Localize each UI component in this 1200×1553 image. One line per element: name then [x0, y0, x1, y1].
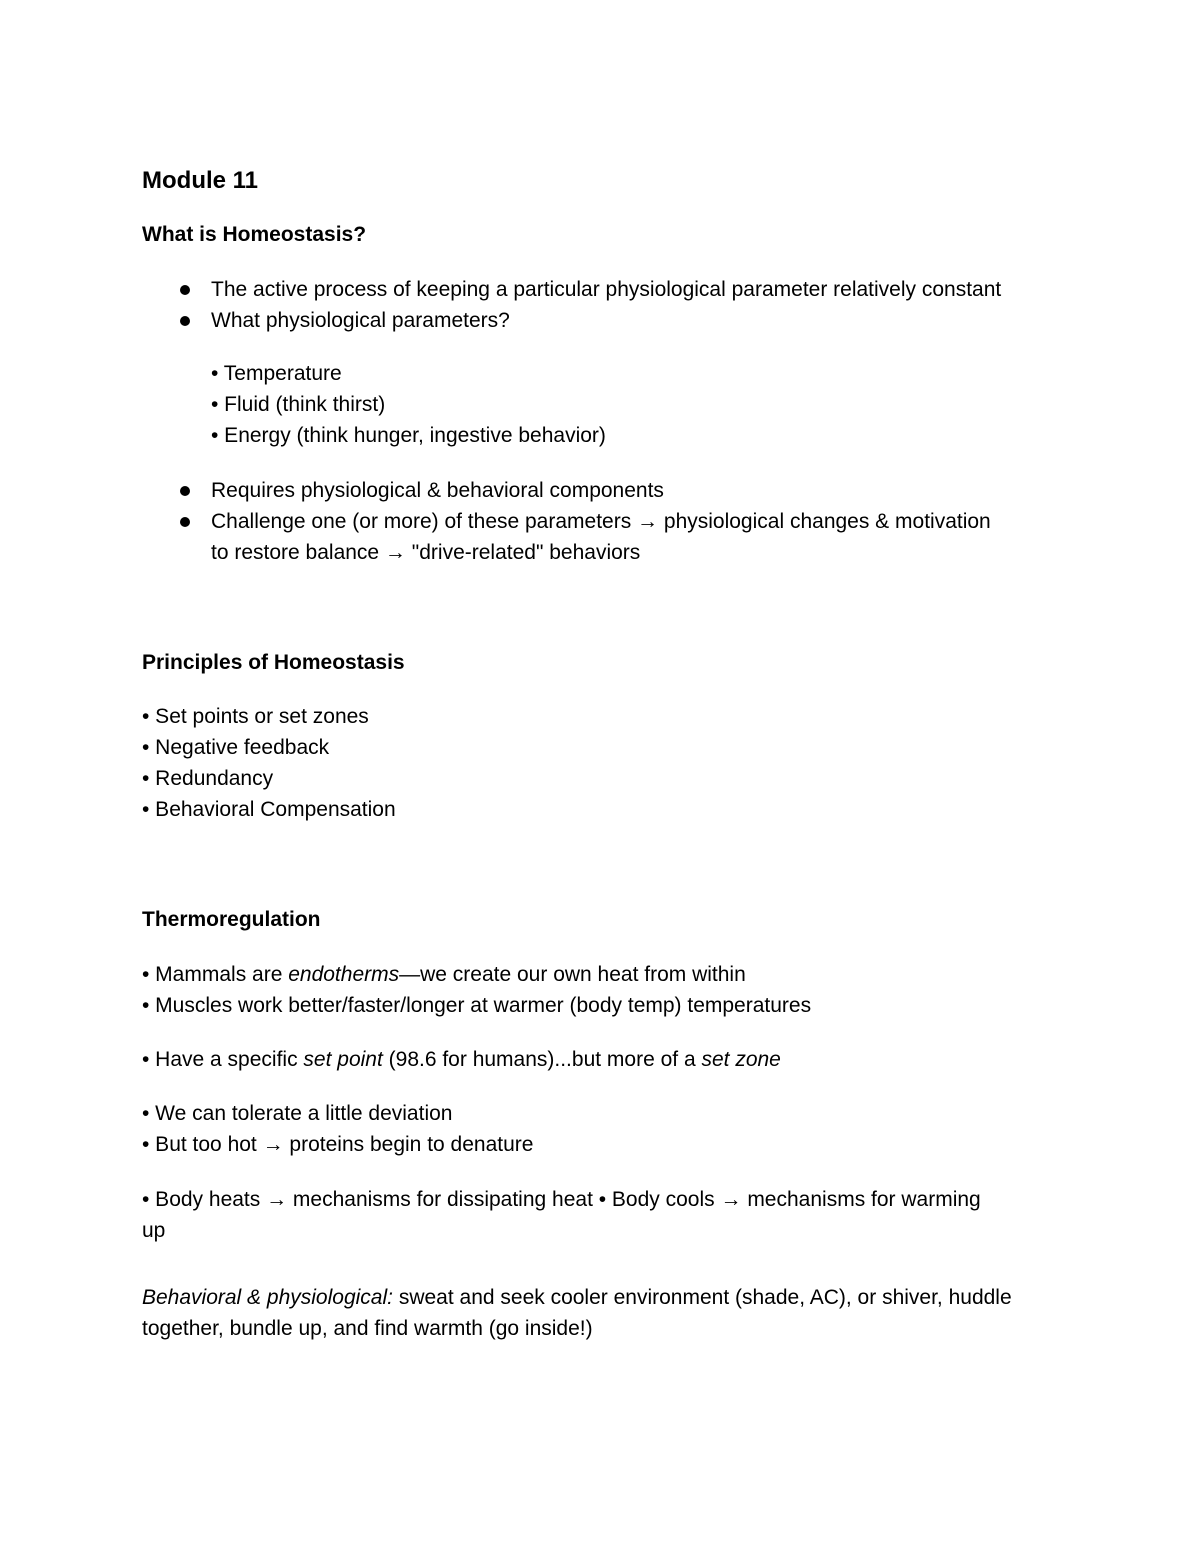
- thermo-line-muscles: • Muscles work better/faster/longer at warmer (body temp) temperatures: [142, 994, 812, 1017]
- thermo-line-too-hot: • But too hot → proteins begin to denature: [142, 1133, 534, 1156]
- heading-principles-of-homeostasis: Principles of Homeostasis: [142, 651, 405, 674]
- bullet-icon: [180, 316, 190, 326]
- text-run: • Have a specific: [142, 1048, 304, 1071]
- list-item: [142, 506, 1062, 568]
- homeostasis-bullet-list-2: [142, 475, 1062, 568]
- parameter-sub-list: [142, 358, 1062, 451]
- principles-list: [142, 701, 1062, 825]
- list-item: [142, 274, 1062, 305]
- list-item-text: The active process of keeping a particular physiological parameter relatively constant: [211, 278, 1002, 301]
- text-run: (98.6 for humans)...but more of a: [382, 1048, 702, 1071]
- thermo-line-body-heats: • Body heats → mechanisms for dissipating heat • Body cools → mechanisms for warming up: [142, 1188, 981, 1242]
- sub-item-temperature: • Temperature: [211, 362, 342, 385]
- list-item-text: Requires physiological & behavioral components: [211, 479, 664, 502]
- list-item: • Set points or set zones: [142, 705, 369, 728]
- text-run: • Mammals are: [142, 963, 289, 986]
- text-run: sweat and seek cooler environment (shade, AC), or shiver, huddle together, bundle up, and find warmth (go inside!): [142, 1286, 1012, 1340]
- emphasis-text: endotherms: [288, 963, 400, 986]
- heading-thermoregulation: Thermoregulation: [142, 908, 321, 931]
- emphasis-text: Behavioral & physiological:: [142, 1286, 393, 1309]
- emphasis-text: set zone: [701, 1048, 781, 1071]
- bullet-icon: [180, 486, 190, 496]
- bullet-icon: [180, 285, 190, 295]
- sub-item-fluid: • Fluid (think thirst): [211, 393, 386, 416]
- list-item-text: What physiological parameters?: [211, 309, 510, 332]
- homeostasis-bullet-list: [142, 274, 1062, 336]
- list-item: • Behavioral Compensation: [142, 798, 396, 821]
- thermo-line-set-point: [142, 1044, 1062, 1075]
- list-item: [142, 475, 1062, 506]
- emphasis-text: set point: [303, 1048, 383, 1071]
- list-item: • Negative feedback: [142, 736, 330, 759]
- page-title: Module 11: [142, 167, 259, 194]
- list-item: [142, 305, 1062, 336]
- list-item: • Redundancy: [142, 767, 274, 790]
- thermo-paragraph-behavioral: [142, 1282, 1062, 1344]
- thermo-line-endotherms: [142, 959, 1062, 990]
- list-item-text: Challenge one (or more) of these parameters → physiological changes & motivation to restore balance → "drive-related" behaviors: [211, 510, 991, 564]
- bullet-icon: [180, 517, 190, 527]
- text-run: —we create our own heat from within: [399, 963, 746, 986]
- document-page: [142, 164, 1062, 1344]
- sub-item-energy: • Energy (think hunger, ingestive behavior): [211, 424, 606, 447]
- heading-what-is-homeostasis: What is Homeostasis?: [142, 223, 367, 246]
- thermo-line-deviation: • We can tolerate a little deviation: [142, 1102, 453, 1125]
